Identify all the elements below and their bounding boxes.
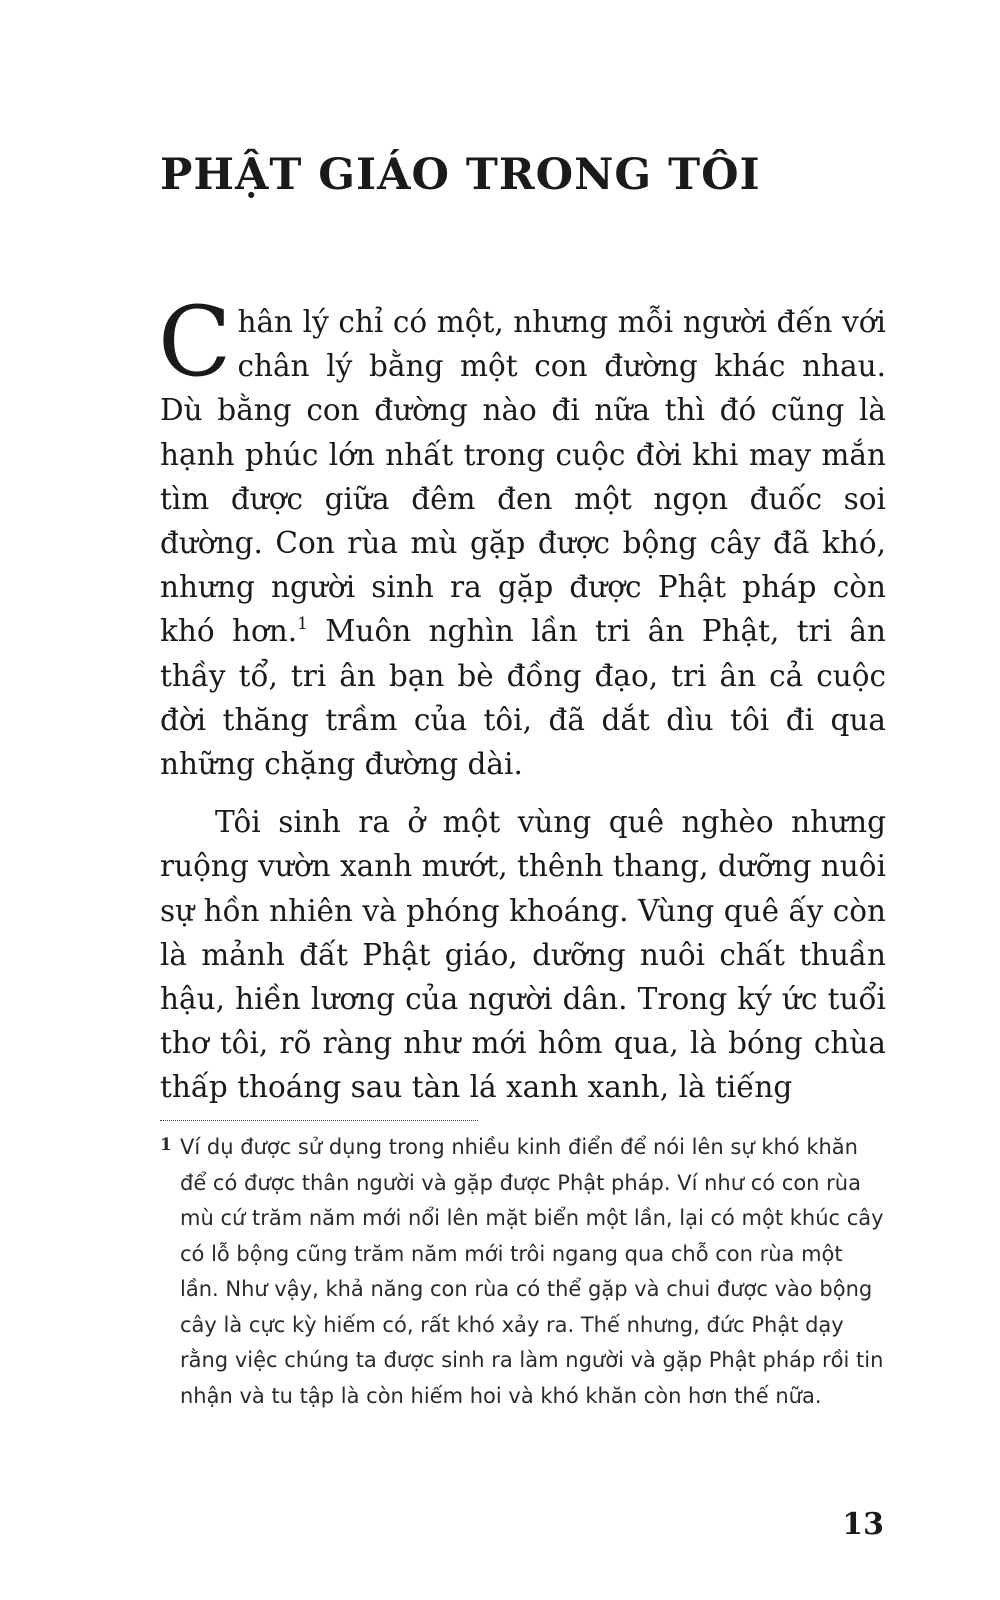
drop-cap: C <box>158 286 232 398</box>
paragraph-1-text-b: Muôn nghìn lần tri ân Phật, tri ân thầy tổ, tri ân bạn bè đồng đạo, tri ân cả cuộc đời thăng trầm của tôi, đã dắt dìu tôi đi qua những chặng đường dài. <box>160 614 886 782</box>
footnote-number: 1 <box>160 1135 172 1155</box>
footnote-divider <box>160 1120 478 1121</box>
footnote <box>160 1130 886 1414</box>
body-text <box>158 286 886 1110</box>
footnote-text: Ví dụ được sử dụng trong nhiều kinh điển để nói lên sự khó khăn để có được thân người và gặp được Phật pháp. Ví như có con rùa mù cứ trăm năm mới nổi lên mặt biển một lần, lại có một khúc cây có lỗ bộng cũng trăm năm mới trôi ngang qua chỗ con rùa một lần. Như vậy, khả năng con rùa có thể gặp và chui được vào bộng cây là cực kỳ hiếm có, rất khó xảy ra. Thế nhưng, đức Phật dạy rằng việc chúng ta được sinh ra làm người và gặp Phật pháp rồi tin nhận và tu tập là còn hiếm hoi và khó khăn còn hơn thế nữa. <box>180 1135 884 1408</box>
paragraph-1 <box>158 286 886 786</box>
chapter-title: PHẬT GIÁO TRONG TÔI <box>160 150 761 200</box>
footnote-reference[interactable]: 1 <box>297 614 308 635</box>
page-number: 13 <box>842 1507 884 1542</box>
paragraph-2: Tôi sinh ra ở một vùng quê nghèo nhưng ruộng vườn xanh mướt, thênh thang, dưỡng nuôi sự hồn nhiên và phóng khoáng. Vùng quê ấy còn là mảnh đất Phật giáo, dưỡng nuôi chất thuần hậu, hiền lương của người dân. Trong ký ức tuổi thơ tôi, rõ ràng như mới hôm qua, là bóng chùa thấp thoáng sau tàn lá xanh xanh, là tiếng <box>160 805 886 1105</box>
paragraph-1-text-a: hân lý chỉ có một, nhưng mỗi người đến với chân lý bằng một con đường khác nhau. Dù bằng con đường nào đi nữa thì đó cũng là hạnh phúc lớn nhất trong cuộc đời khi may mắn tìm được giữa đêm đen một ngọn đuốc soi đường. Con rùa mù gặp được bộng cây đã khó, nhưng người sinh ra gặp được Phật pháp còn khó hơn. <box>160 305 886 649</box>
